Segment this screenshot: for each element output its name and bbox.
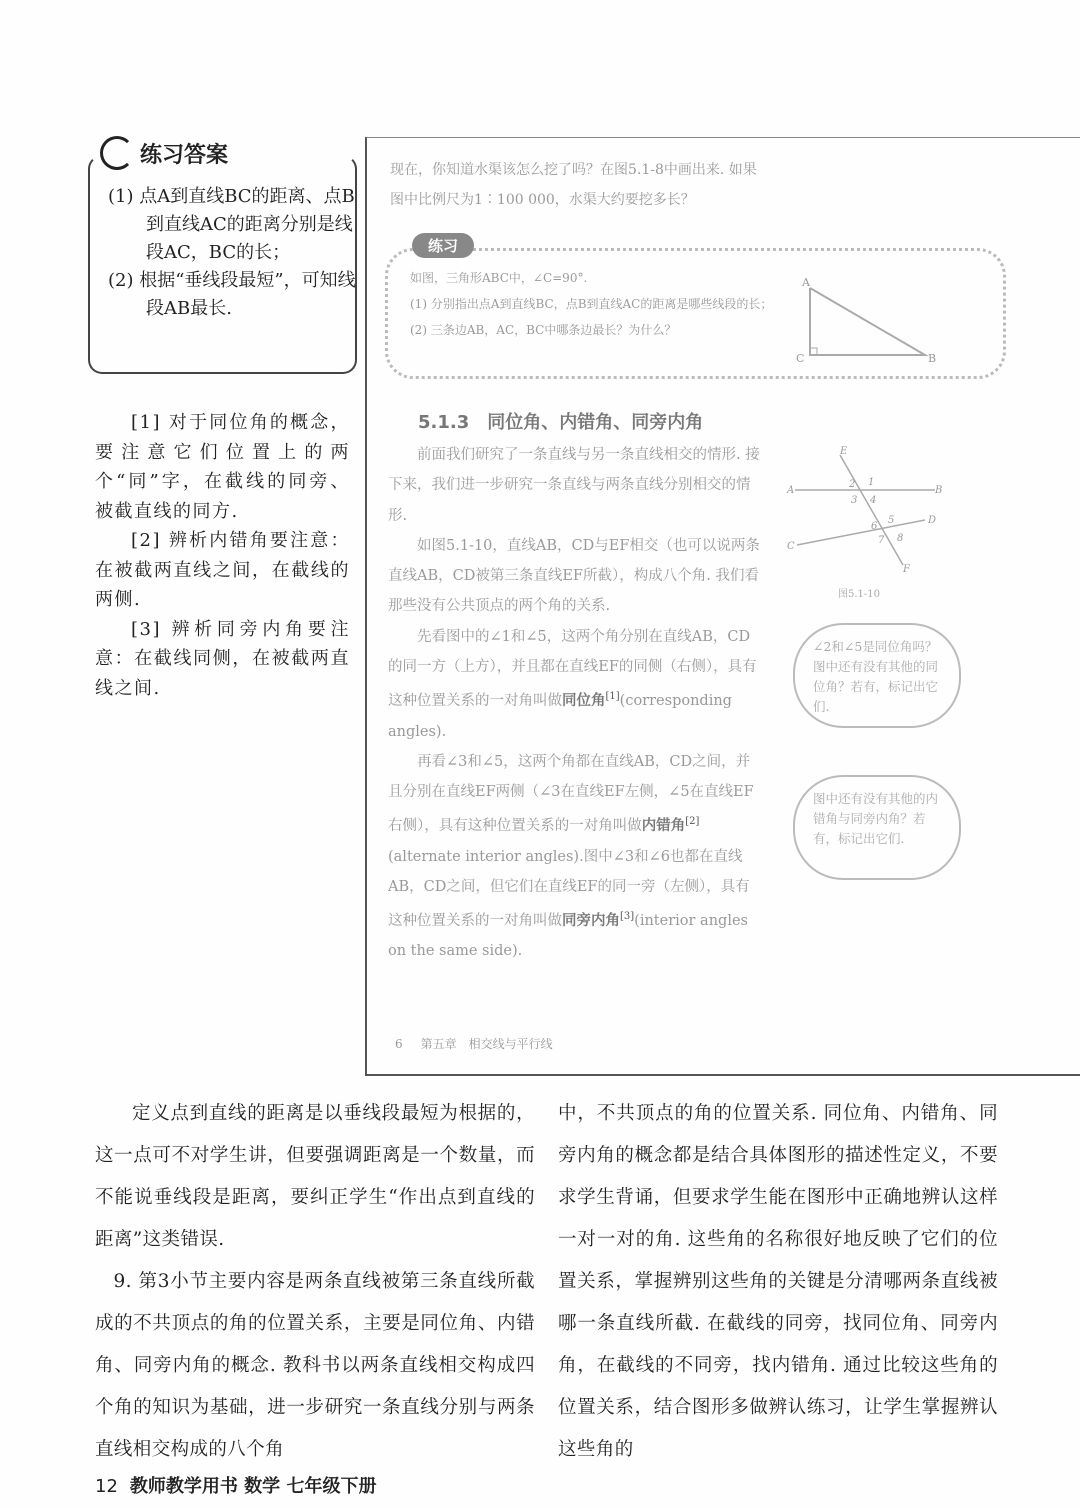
thought-cloud-1: ∠2和∠5是同位角吗？图中还有没有其他的同位角？若有，标记出它们. <box>793 623 961 728</box>
svg-text:5: 5 <box>888 515 895 526</box>
answer-item: (1) 点A到直线BC的距离、点B到直线AC的距离分别是线段AC，BC的长； <box>108 186 355 263</box>
section-title: 5.1.3 同位角、内错角、同旁内角 <box>418 412 704 433</box>
intersecting-lines-figure <box>785 445 945 575</box>
svg-text:E: E <box>840 446 848 457</box>
svg-text:D: D <box>928 515 937 526</box>
figure-caption: 图5.1-10 <box>838 589 881 600</box>
paragraph: 先看图中的∠1和∠5，这两个角分别在直线AB，CD的同一方（上方），并且都在直线EF的同侧（右侧），具有这种位置关系的一对角叫做同位角[1](corresponding angles). <box>388 628 757 740</box>
svg-text:F: F <box>903 564 910 575</box>
triangle-figure <box>780 270 950 370</box>
thought-cloud-2: 图中还有没有其他的内错角与同旁内角？若有，标记出它们. <box>793 775 961 880</box>
exercise-label: 练习 <box>412 233 474 258</box>
book-title: 教师教学用书 数学 七年级下册 <box>129 1476 377 1497</box>
label-b: B <box>928 352 937 365</box>
paragraph: 9. 第3小节主要内容是两条直线被第三条直线所截成的不共顶点的角的位置关系，主要是同位角、内错角、同旁内角的概念. 教科书以两条直线相交构成四个角的知识为基础，进一步研究一条直线分别与两条直线相交构成的八个角 <box>95 1271 535 1460</box>
svg-text:4: 4 <box>870 495 877 506</box>
paragraph: 定义点到直线的距离是以垂线段最短为根据的，这一点可不对学生讲，但要强调距离是一个数量，而不能说垂线段是距离，要纠正学生“作出点到直线的距离”这类错误. <box>95 1103 535 1250</box>
note: [1] 对于同位角的概念，要注意它们位置上的两个“同”字，在截线的同旁、被截直线的同方. <box>95 412 350 522</box>
paragraph: 再看∠3和∠5，这两个角都在直线AB，CD之间，并且分别在直线EF两侧（∠3在直线EF左侧，∠5在直线EF右侧），具有这种位置关系的一对角叫做内错角[2](alternate interior angles).图中∠3和∠6也都在直线AB，CD之间，但它们在直线EF的同一旁（左侧），具有这种位置关系的一对角叫做同旁内角[3](interior angles on the same side). <box>388 753 754 960</box>
intro-text: 现在，你知道水渠该怎么挖了吗？在图5.1-8中画出来. 如果图中比例尺为1∶100 000，水渠大约要挖多长？ <box>390 162 757 208</box>
bottom-left-column <box>95 1093 535 1471</box>
book-icon <box>100 136 134 170</box>
answer-text <box>108 183 358 323</box>
answer-title: 练习答案 <box>140 142 229 168</box>
note: [3] 辨析同旁内角要注意：在截线同侧，在被截两直线之间. <box>95 618 350 699</box>
svg-text:1: 1 <box>868 477 875 488</box>
paragraph: 如图5.1-10，直线AB，CD与EF相交（也可以说两条直线AB，CD被第三条直线EF所截），构成八个角. 我们看那些没有公共顶点的两个角的关系. <box>388 537 760 615</box>
svg-text:2: 2 <box>849 479 856 490</box>
label-a: A <box>802 276 810 289</box>
paragraph: 中，不共顶点的角的位置关系. 同位角、内错角、同旁内角的概念都是结合具体图形的描述性定义，不要求学生背诵，但要求学生能在图形中正确地辨认这样一对一对的角. 这些角的名称很好地反映了它们的位置关系，掌握辨别这些角的关键是分清哪两条直线被哪一条直线所截. 在截线的同旁，找同位角、同旁内角，在截线的不同旁，找内错角. 通过比较这些角的位置关系，结合图形多做辨认练习，让学生掌握辨认这些角的 <box>558 1103 998 1460</box>
paragraph: 前面我们研究了一条直线与另一条直线相交的情形. 接下来，我们进一步研究一条直线与两条直线分别相交的情形. <box>388 447 760 524</box>
page-number: 12 <box>95 1476 118 1497</box>
exercise-line: 如图，三角形ABC中，∠C=90°. <box>410 271 588 285</box>
page-footer <box>95 1472 376 1502</box>
svg-text:A: A <box>787 485 795 496</box>
inner-footer: 6 第五章 相交线与平行线 <box>395 1037 553 1051</box>
bottom-right-column <box>558 1093 998 1471</box>
svg-text:B: B <box>935 485 943 496</box>
note: [2] 辨析内错角要注意：在被截两直线之间，在截线的两侧. <box>95 530 350 610</box>
margin-notes <box>95 408 350 703</box>
svg-text:8: 8 <box>897 533 904 544</box>
svg-text:3: 3 <box>851 495 858 506</box>
answer-header <box>100 136 228 170</box>
exercise-text <box>410 265 780 343</box>
label-c: C <box>796 352 805 365</box>
exercise-line: (1) 分别指出点A到直线BC，点B到直线AC的距离是哪些线段的长； <box>410 297 773 311</box>
exercise-line: (2) 三条边AB，AC，BC中哪条边最长？为什么？ <box>410 323 677 337</box>
svg-text:7: 7 <box>878 535 885 546</box>
section-body <box>388 440 760 967</box>
svg-text:6: 6 <box>871 521 878 532</box>
answer-item: (2) 根据“垂线段最短”，可知线段AB最长. <box>108 270 356 319</box>
svg-text:C: C <box>787 541 795 552</box>
